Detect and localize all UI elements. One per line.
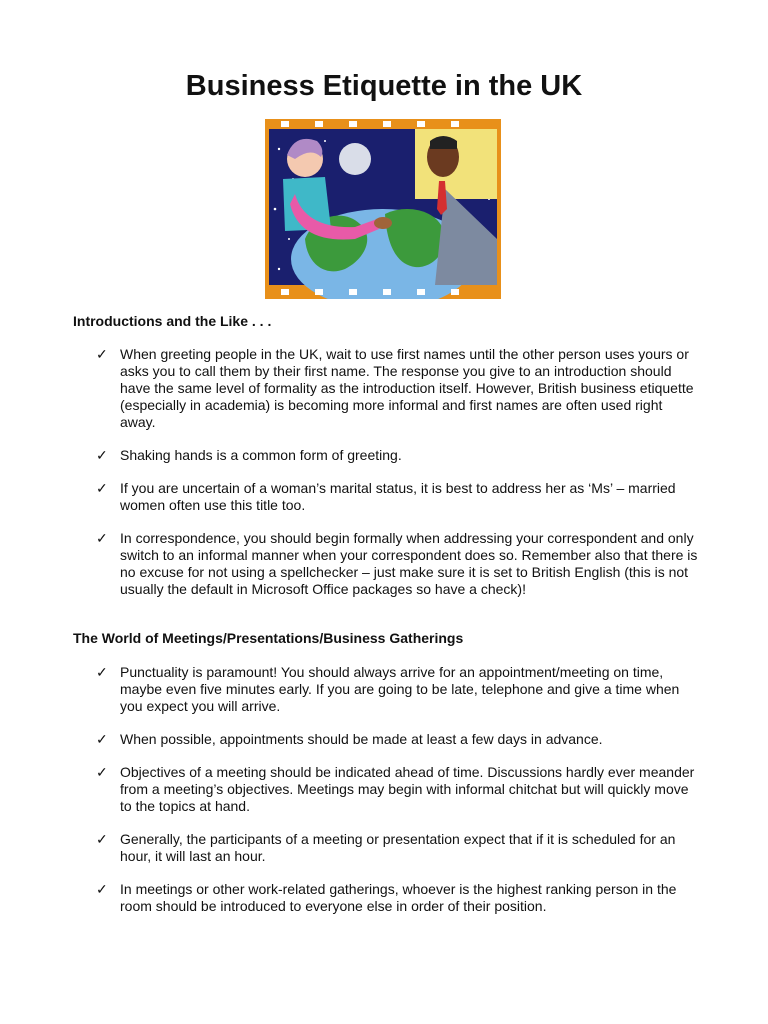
checkmark-icon: ✓: [96, 480, 108, 496]
meetings-bullet-list: [0, 664, 768, 931]
list-item: [0, 664, 768, 715]
list-item: [0, 881, 768, 915]
list-item: [0, 480, 768, 514]
list-item: [0, 731, 768, 748]
checkmark-icon: ✓: [96, 881, 108, 897]
page-title: Business Etiquette in the UK: [185, 70, 583, 102]
bullet-text: In correspondence, you should begin formally when addressing your correspondent and only switch to an informal manner when your correspondent does so. Remember also that there is no excuse for not using a spellchecker – just make sure it is set to British English (this is not usually the default in Microsoft Office packages so have a check)!: [120, 530, 698, 597]
bullet-text: Shaking hands is a common form of greeting.: [120, 447, 402, 463]
bullet-text: When possible, appointments should be made at least a few days in advance.: [120, 731, 603, 747]
list-item: [0, 831, 768, 865]
handshake-globe-clipart: [265, 119, 501, 299]
checkmark-icon: ✓: [96, 764, 108, 780]
bullet-text: Generally, the participants of a meeting or presentation expect that if it is scheduled for an hour, it will last an hour.: [120, 831, 676, 864]
checkmark-icon: ✓: [96, 346, 108, 362]
list-item: [0, 447, 768, 464]
introductions-bullet-list: [0, 346, 768, 614]
checkmark-icon: ✓: [96, 664, 108, 680]
bullet-text: When greeting people in the UK, wait to use first names until the other person uses yours or asks you to call them by their first name. The response you give to an introduction should have the same level of formality as the introduction itself. However, British business etiquette (especially in academia) is becoming more informal and first names are often used right away.: [120, 346, 694, 430]
checkmark-icon: ✓: [96, 831, 108, 847]
bullet-text: Objectives of a meeting should be indicated ahead of time. Discussions hardly ever meander from a meeting’s objectives. Meetings may begin with informal chitchat but will quickly move to the topics at hand.: [120, 764, 695, 814]
list-item: [0, 346, 768, 431]
bullet-text: If you are uncertain of a woman’s marital status, it is best to address her as ‘Ms’ – married women often use this title too.: [120, 480, 676, 513]
section-heading-introductions: Introductions and the Like . . .: [73, 313, 272, 329]
list-item: [0, 530, 768, 598]
section-heading-meetings: The World of Meetings/Presentations/Business Gatherings: [73, 630, 464, 646]
checkmark-icon: ✓: [96, 447, 108, 463]
bullet-text: Punctuality is paramount! You should always arrive for an appointment/meeting on time, maybe even five minutes early. If you are going to be late, telephone and give a time when you expect you will arrive.: [120, 664, 680, 714]
list-item: [0, 764, 768, 815]
checkmark-icon: ✓: [96, 530, 108, 546]
checkmark-icon: ✓: [96, 731, 108, 747]
bullet-text: In meetings or other work-related gatherings, whoever is the highest ranking person in the room should be introduced to everyone else in order of their position.: [120, 881, 677, 914]
